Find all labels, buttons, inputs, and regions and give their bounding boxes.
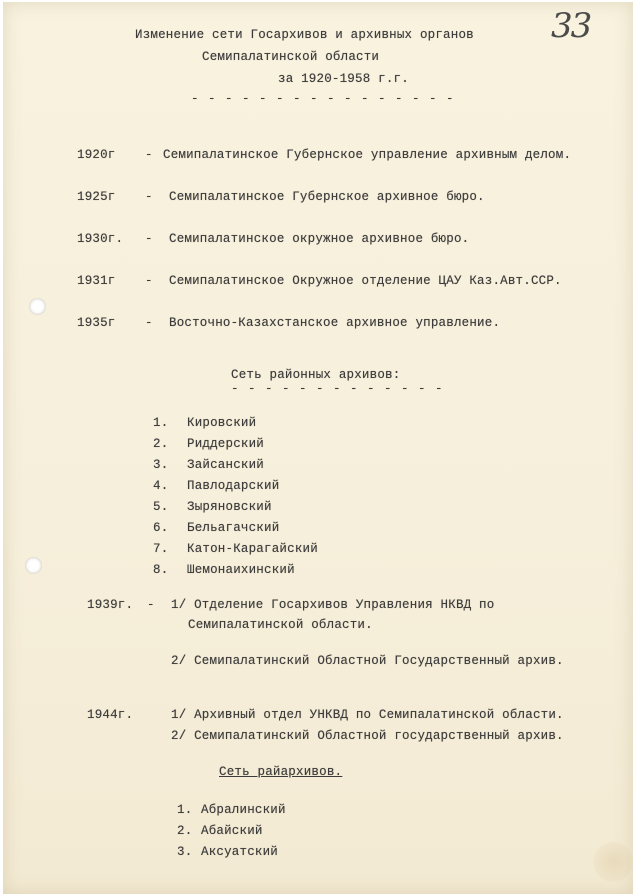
list-item: Зыряновский (187, 500, 272, 514)
1939-item-1-line-2: Семипалатинской области. (188, 618, 373, 632)
history-dash: - (145, 190, 153, 204)
history-text: Семипалатинское Губернское архивное бюро. (169, 190, 485, 204)
paper-stain (593, 842, 633, 882)
year-1939-dash: - (147, 598, 155, 612)
list-item-num: 1. (153, 416, 169, 430)
history-year: 1920г (77, 148, 116, 162)
list-item-num: 3. (177, 845, 193, 859)
document-page (3, 2, 633, 894)
history-text: Восточно-Казахстанское архивное управление. (169, 316, 501, 330)
list-item-num: 5. (153, 500, 169, 514)
list-item-num: 2. (153, 437, 169, 451)
list-item: Риддерский (187, 437, 265, 451)
title-line-2: Семипалатинской области (202, 50, 380, 64)
list-item-num: 4. (153, 479, 169, 493)
list-item: Павлодарский (187, 479, 280, 493)
year-1944: 1944г. (87, 708, 134, 722)
history-text: Семипалатинское Окружное отделение ЦАУ Каз.Авт.ССР. (169, 274, 562, 288)
list-item: Абралинский (201, 803, 286, 817)
list-item-num: 3. (153, 458, 169, 472)
1939-item-2: 2/ Семипалатинский Областной Государственный архив. (171, 654, 564, 668)
list-item: Зайсанский (187, 458, 265, 472)
page-number-handwritten: 33 (551, 6, 591, 46)
history-year: 1930г. (77, 232, 124, 246)
history-year: 1935г (77, 316, 116, 330)
1939-item-1-line-1: 1/ Отделение Госархивов Управления НКВД по (171, 598, 495, 612)
history-text: Семипалатинское Губернское управление архивным делом. (163, 148, 572, 162)
history-dash: - (145, 274, 153, 288)
title-underline: - - - - - - - - - - - - - - - - (191, 92, 455, 106)
district-network-heading: Сеть районных архивов: (231, 368, 401, 382)
title-line-1: Изменение сети Госархивов и архивных органов (135, 28, 474, 42)
1944-item-1: 1/ Архивный отдел УНКВД по Семипалатинской области. (171, 708, 564, 722)
list-item-num: 7. (153, 542, 169, 556)
1944-subheading: Сеть райархивов. (219, 765, 343, 779)
1944-item-2: 2/ Семипалатинский Областной государственный архив. (171, 729, 564, 743)
history-dash: - (145, 148, 153, 162)
list-item: Шемонаихинский (187, 563, 295, 577)
title-line-3: за 1920-1958 г.г. (278, 72, 409, 86)
list-item: Кировский (187, 416, 257, 430)
punch-hole (25, 557, 42, 574)
history-year: 1931г (77, 274, 116, 288)
list-item: Катон-Карагайский (187, 542, 318, 556)
history-dash: - (145, 316, 153, 330)
district-network-underline: - - - - - - - - - - - - - (231, 382, 444, 396)
list-item: Бельагачский (187, 521, 280, 535)
list-item: Аксуатский (201, 845, 279, 859)
year-1939: 1939г. (87, 598, 134, 612)
list-item-num: 8. (153, 563, 169, 577)
history-text: Семипалатинское окружное архивное бюро. (169, 232, 470, 246)
list-item-num: 6. (153, 521, 169, 535)
history-year: 1925г (77, 190, 116, 204)
list-item: Абайский (201, 824, 263, 838)
punch-hole (29, 298, 46, 315)
list-item-num: 2. (177, 824, 193, 838)
history-dash: - (145, 232, 153, 246)
list-item-num: 1. (177, 803, 193, 817)
